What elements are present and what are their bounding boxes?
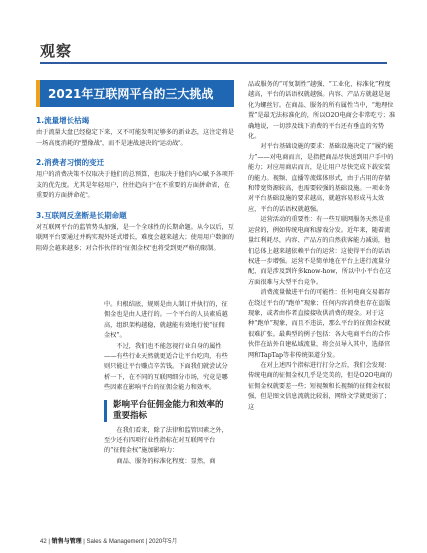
page-footer: 42 | 销售与管理 | Sales & Management | 2020年5月 — [40, 539, 178, 545]
right-body-column — [248, 80, 396, 413]
sidebar-box — [36, 80, 234, 254]
body-paragraph: 对平台基础设施的要求：基础设施决定了“履约能力”——对电商而言，是指把商品尽快送到用户手中的能力；对应用商店而言，是让用户尽快完成下载安装的能力。视频、直播等流媒体形式，由于占用的存储和带宽资源较高，也需要较强的基础设施。一项业务对平台基础设施的要求越高，就越容易形成马太效应，平台的话语权就越强。 — [248, 143, 394, 213]
challenge-heading-2: 2.消费者习惯的变迁 — [36, 158, 105, 167]
issue-date: 2020年5月 — [148, 539, 178, 545]
challenge-heading-1: 1.流量增长枯竭 — [36, 116, 90, 125]
magazine-name: 销售与管理 — [51, 539, 82, 545]
header-divider — [40, 62, 387, 64]
page-number: 42 — [40, 539, 47, 545]
body-paragraph: 消费流量做进平台的可能性：任何电商交易都存在绕过平台的“跑单”现象；任何内容消费也存在盗版现象，或者由作者直接接收供消费的现金。对于这种“跑单”现象，而且不违法，那么平台的征佣金权就很难扩张。最典型的例子包括：各大电商平台的合作伙伴在站外自建私域流量，将会员导入其中，选择官网和TapTap等非传统渠道分发。 — [248, 289, 391, 359]
body-paragraph: 运营活动的重要性：有一些互联网服务天然是重运营的，例如传统电商和游戏分发。近年来，随着流量红利耗尽，内容、产品方的自然获客能力减弱，他们总体上越来越依赖平台的运营：这使得平台的话语权进一步增强。运营不是简单地在平台上进行流量分配，而是涉及到许多know-how，所以中小平台在这方面很难与大型平台竞争。 — [248, 216, 392, 286]
sidebar-banner-title: 2021年互联网平台的三大挑战 — [36, 80, 234, 107]
body-paragraph: 在对上述四个指标进行打分之后，我们会发现：传统电商的征佣金权几乎是完美的，但是O2O电商的征佣金权就要差一些；短视频和长视频的征佣金权很强，但是图文信息流就比较弱，网络文学就更弱了；这 — [248, 361, 393, 411]
section-heading: 影响平台征佣金能力和效率的重要指标 — [104, 400, 228, 422]
body-paragraph: 中。归根结底，规则是由人制订并执行的，征佣金也是由人进行的。一个平台的人员素质越高，组织架构越稳，就越能有效地行使“征佣金权”。 — [104, 301, 228, 340]
magazine-english-name: Sales & Management — [86, 539, 144, 545]
body-paragraph: 品或服务的“可复制性”越强、“工业化、标准化”程度越高，平台的话语权就越强。内容、产品方就越是退化为螺丝钉。在商品、服务的所有属性当中，“地理位置”是最无法标准化的，所以O2O电商会非常吃亏；准确地说，一切涉及线下消费的平台还有垂直的劣势化。 — [248, 81, 396, 141]
challenge-heading-3: 3.互联网反垄断是长期命题 — [36, 210, 127, 220]
body-paragraph: 不过，我们也不能忽视行业自身的属性——有些行业天然就更适合让平台吃肉，有些则只能让平台赚点辛苦钱。下面我们就尝试分析一下，在不同的互联网细分市场，究竟是哪些因素在影响平台的征佣金能力和效率。 — [104, 342, 228, 392]
left-body-column — [104, 300, 228, 467]
page-section-title: 观察 — [40, 42, 73, 60]
body-paragraph: 在我们看来，除了法律和监管因素之外，至少还有四项行业性指标在对互联网平台的“征佣金权”施加影响力： — [104, 426, 228, 455]
challenge-body-3: 对互联网平台的监管势头加强，是一个全球性的长期命题。从今以后，互联网平台要通过并购实现外延式增长，难度会越来越大；使用用户数据的阻碍会越来越多；对合作伙伴的“征佣金权”也将受到更严格的限制。 — [36, 223, 234, 252]
challenge-body-1: 由于流量大盘已经稳定下来，又不可能发明足够多的新业态，这注定将是一场高度消耗的“塑像战”，而不是速战速决的“运动战”。 — [36, 129, 234, 147]
challenge-body-2: 用户的消费决策不仅取决于他们的总预算，也取决于他们内心赋予各项开支的优先度。尤其是年轻用户，往往趋向于“在不重要的方面拼命省，在重要的方面拼命花”。 — [36, 171, 234, 199]
body-paragraph: 商品、服务的标准化程度：显然，商 — [116, 457, 216, 465]
